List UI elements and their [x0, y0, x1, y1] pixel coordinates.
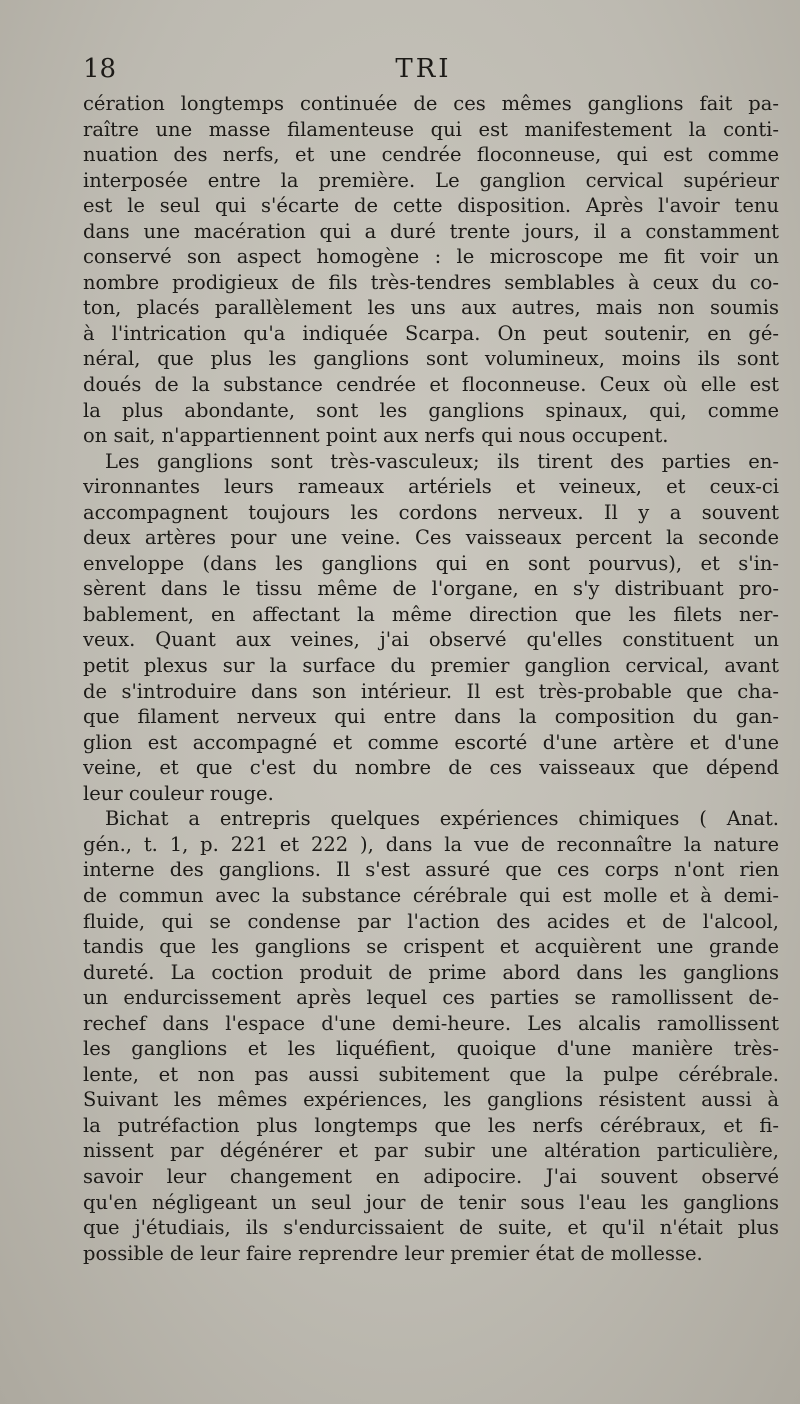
text-line: accompagnent toujours les cordons nerveux. Il y a souvent: [83, 500, 779, 524]
text-line: dans une macération qui a duré trente jours, il a constamment: [83, 219, 779, 243]
text-line: raître une masse filamenteuse qui est manifestement la conti-: [83, 117, 779, 141]
running-head: TRI: [395, 54, 452, 84]
text-line: néral, que plus les ganglions sont volumineux, moins ils sont: [83, 347, 779, 371]
page-number: 18: [83, 54, 117, 84]
body-text: [83, 91, 779, 1266]
text-line: lente, et non pas aussi subitement que la pulpe cérébrale.: [83, 1062, 779, 1086]
text-line: enveloppe (dans les ganglions qui en sont pourvus), et s'in-: [83, 551, 779, 575]
text-line: Les ganglions sont très-vasculeux; ils tirent des parties en-: [105, 449, 779, 473]
text-line: nissent par dégénérer et par subir une altération particulière,: [83, 1139, 779, 1163]
text-line: conservé son aspect homogène : le microscope me fit voir un: [83, 245, 779, 269]
text-line: Suivant les mêmes expériences, les ganglions résistent aussi à: [83, 1088, 779, 1112]
text-line: nombre prodigieux de fils très-tendres semblables à ceux du co-: [83, 270, 779, 294]
text-line: à l'intrication qu'a indiquée Scarpa. On peut soutenir, en gé-: [83, 321, 779, 345]
text-line: bablement, en affectant la même direction que les filets ner-: [83, 602, 779, 626]
text-line: la putréfaction plus longtemps que les nerfs cérébraux, et fi-: [83, 1113, 779, 1137]
text-line: possible de leur faire reprendre leur premier état de mollesse.: [83, 1241, 703, 1265]
text-line: sèrent dans le tissu même de l'organe, en s'y distribuant pro-: [83, 577, 779, 601]
text-line: un endurcissement après lequel ces parties se ramollissent de-: [83, 986, 779, 1010]
text-line: les ganglions et les liquéfient, quoique d'une manière très-: [83, 1037, 779, 1061]
text-line: est le seul qui s'écarte de cette disposition. Après l'avoir tenu: [83, 194, 779, 218]
text-line: Bichat a entrepris quelques expériences chimiques ( Anat.: [105, 807, 779, 831]
text-line: veine, et que c'est du nombre de ces vaisseaux que dépend: [83, 756, 779, 780]
text-line: la plus abondante, sont les ganglions spinaux, qui, comme: [83, 398, 779, 422]
text-line: vironnantes leurs rameaux artériels et veineux, et ceux-ci: [83, 475, 779, 499]
text-line: de s'introduire dans son intérieur. Il est très-probable que cha-: [83, 679, 779, 703]
text-line: savoir leur changement en adipocire. J'ai souvent observé: [83, 1164, 779, 1188]
page-header: [83, 54, 764, 94]
text-line: on sait, n'appartiennent point aux nerfs qui nous occupent.: [83, 424, 669, 448]
text-line: que filament nerveux qui entre dans la composition du gan-: [83, 705, 779, 729]
text-line: tandis que les ganglions se crispent et acquièrent une grande: [83, 935, 779, 959]
text-line: interne des ganglions. Il s'est assuré que ces corps n'ont rien: [83, 858, 779, 882]
text-line: ton, placés parallèlement les uns aux autres, mais non soumis: [83, 296, 779, 320]
text-line: interposée entre la première. Le ganglion cervical supérieur: [83, 168, 779, 192]
text-line: fluide, qui se condense par l'action des acides et de l'alcool,: [83, 909, 779, 933]
text-line: dureté. La coction produit de prime abord dans les ganglions: [83, 960, 779, 984]
text-line: leur couleur rouge.: [83, 781, 274, 805]
text-line: qu'en négligeant un seul jour de tenir sous l'eau les ganglions: [83, 1190, 779, 1214]
text-line: veux. Quant aux veines, j'ai observé qu'elles constituent un: [83, 628, 779, 652]
text-line: cération longtemps continuée de ces mêmes ganglions fait pa-: [83, 92, 779, 115]
text-line: que j'étudiais, ils s'endurcissaient de suite, et qu'il n'était plus: [83, 1216, 779, 1240]
text-line: nuation des nerfs, et une cendrée floconneuse, qui est comme: [83, 143, 779, 167]
text-line: deux artères pour une veine. Ces vaisseaux percent la seconde: [83, 526, 779, 550]
text-line: de commun avec la substance cérébrale qui est molle et à demi-: [83, 883, 779, 907]
text-line: gén., t. 1, p. 221 et 222 ), dans la vue de reconnaître la nature: [83, 832, 779, 856]
text-line: petit plexus sur la surface du premier ganglion cervical, avant: [83, 654, 779, 678]
text-line: doués de la substance cendrée et floconneuse. Ceux où elle est: [83, 373, 779, 397]
text-line: glion est accompagné et comme escorté d'une artère et d'une: [83, 730, 779, 754]
text-line: rechef dans l'espace d'une demi-heure. Les alcalis ramollissent: [83, 1011, 779, 1035]
